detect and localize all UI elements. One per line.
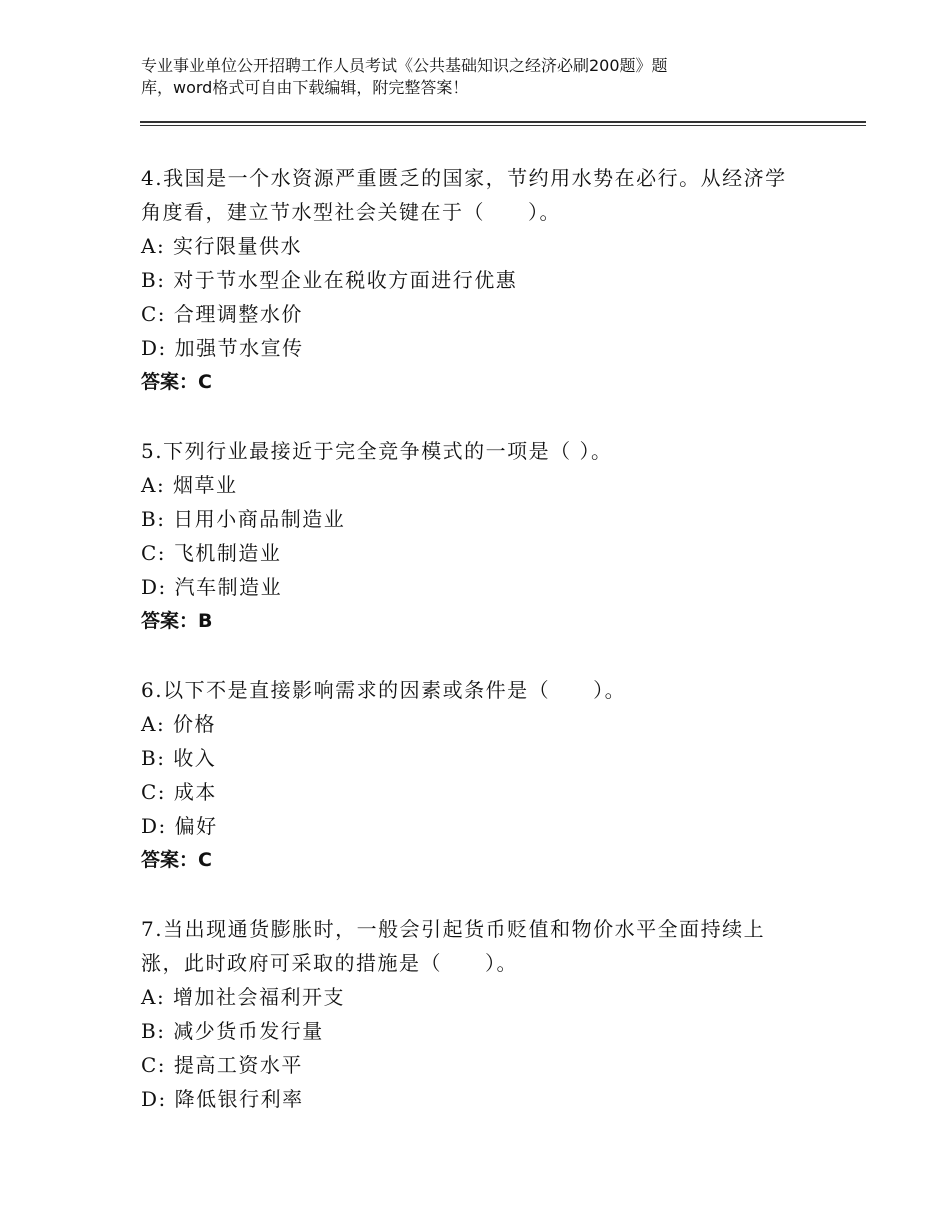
option-b: B: 日用小商品制造业	[141, 507, 346, 531]
option-c: C: 提高工资水平	[141, 1053, 303, 1077]
option-a: A: 实行限量供水	[141, 234, 303, 258]
question-stem-line: 6.以下不是直接影响需求的因素或条件是（ ）。	[141, 678, 627, 702]
question-stem-line: 涨，此时政府可采取的措施是（ ）。	[141, 951, 518, 975]
header-divider-thick	[140, 121, 866, 123]
answer: 答案：B	[141, 610, 213, 632]
option-b: B: 收入	[141, 746, 217, 770]
question-stem-line: 7.当出现通货膨胀时，一般会引起货币贬值和物价水平全面持续上	[141, 917, 766, 941]
answer: 答案：C	[141, 849, 212, 871]
header-line-2: 库，word格式可自由下载编辑，附完整答案！	[141, 78, 469, 97]
question-stem-line: 角度看，建立节水型社会关键在于（ ）。	[141, 200, 561, 224]
option-c: C: 成本	[141, 780, 217, 804]
header-line-1: 专业事业单位公开招聘工作人员考试《公共基础知识之经济必刷200题》题	[141, 56, 668, 75]
option-d: D: 汽车制造业	[141, 575, 283, 599]
answer: 答案：C	[141, 371, 212, 393]
option-a: A: 增加社会福利开支	[141, 985, 346, 1009]
question-5	[141, 434, 821, 638]
question-4	[141, 161, 821, 399]
question-6	[141, 673, 821, 877]
option-d: D: 降低银行利率	[141, 1087, 304, 1111]
document-header	[141, 55, 781, 99]
option-d: D: 加强节水宣传	[141, 336, 304, 360]
option-b: B: 对于节水型企业在税收方面进行优惠	[141, 268, 518, 292]
question-7	[141, 912, 821, 1116]
question-stem-line: 4.我国是一个水资源严重匮乏的国家，节约用水势在必行。从经济学	[141, 166, 787, 190]
option-a: A: 价格	[141, 712, 217, 736]
header-divider-thin	[140, 125, 866, 126]
option-a: A: 烟草业	[141, 473, 238, 497]
option-c: C: 飞机制造业	[141, 541, 282, 565]
option-b: B: 减少货币发行量	[141, 1019, 324, 1043]
option-c: C: 合理调整水价	[141, 302, 303, 326]
question-stem-line: 5.下列行业最接近于完全竞争模式的一项是（ ）。	[141, 439, 613, 463]
option-d: D: 偏好	[141, 814, 218, 838]
